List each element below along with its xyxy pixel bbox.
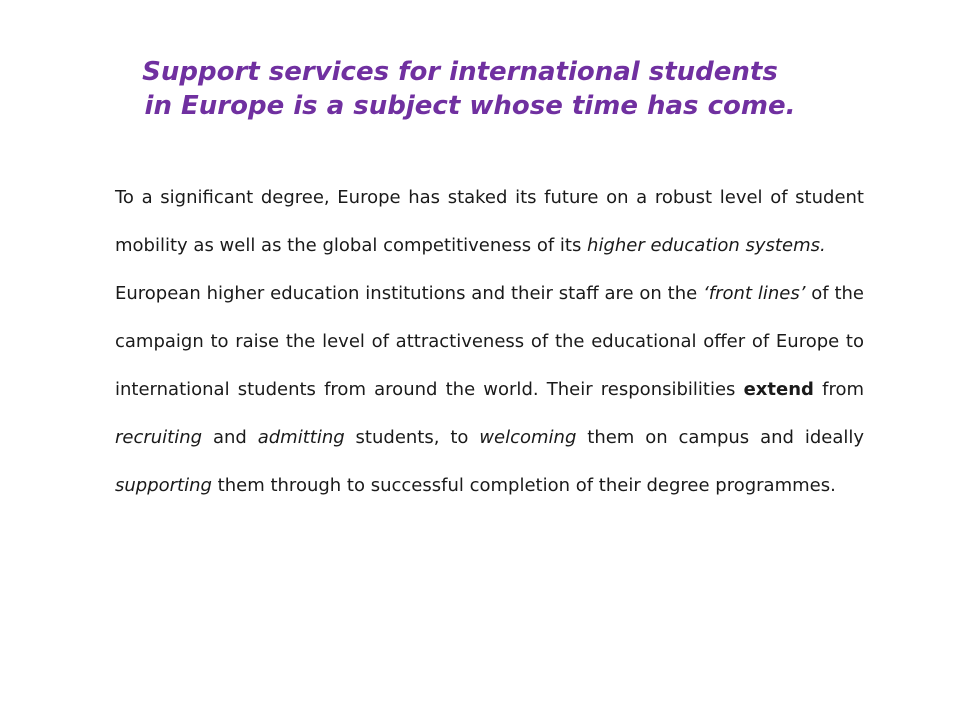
paragraph-2-text-3: from bbox=[813, 379, 864, 400]
slide-title bbox=[0, 56, 940, 124]
paragraph-2-text-2: of the campaign to raise the level of attractiveness of the educational offer of Europe to international students from around the world. Their responsibilities bbox=[115, 283, 864, 400]
welcoming-italic: welcoming bbox=[479, 427, 577, 448]
admitting-italic: admitting bbox=[257, 427, 345, 448]
supporting-italic: supporting bbox=[115, 475, 212, 496]
paragraph-2-text-1: European higher education institutions and their staff are on the bbox=[115, 283, 704, 304]
paragraph-2 bbox=[115, 270, 864, 510]
paragraph-1-italic: higher education systems. bbox=[587, 235, 826, 256]
paragraph-2-text-4: and bbox=[202, 427, 258, 448]
paragraph-1 bbox=[115, 174, 864, 270]
slide-body bbox=[115, 174, 864, 510]
title-line-1: Support services for international students bbox=[142, 57, 778, 87]
paragraph-2-text-7: them through to successful completion of their degree programmes. bbox=[211, 475, 836, 496]
title-line-2: in Europe is a subject whose time has come. bbox=[144, 90, 796, 121]
paragraph-2-text-5: students, to bbox=[344, 427, 480, 448]
extend-bold: extend bbox=[743, 379, 814, 400]
paragraph-2-text-6: them on campus and ideally bbox=[576, 427, 864, 448]
recruiting-italic: recruiting bbox=[115, 427, 203, 448]
front-lines-italic: ‘front lines’ bbox=[703, 283, 806, 304]
paragraph-1-text: To a significant degree, Europe has staked its future on a robust level of student mobility as well as the global competitiveness of its bbox=[115, 187, 864, 256]
